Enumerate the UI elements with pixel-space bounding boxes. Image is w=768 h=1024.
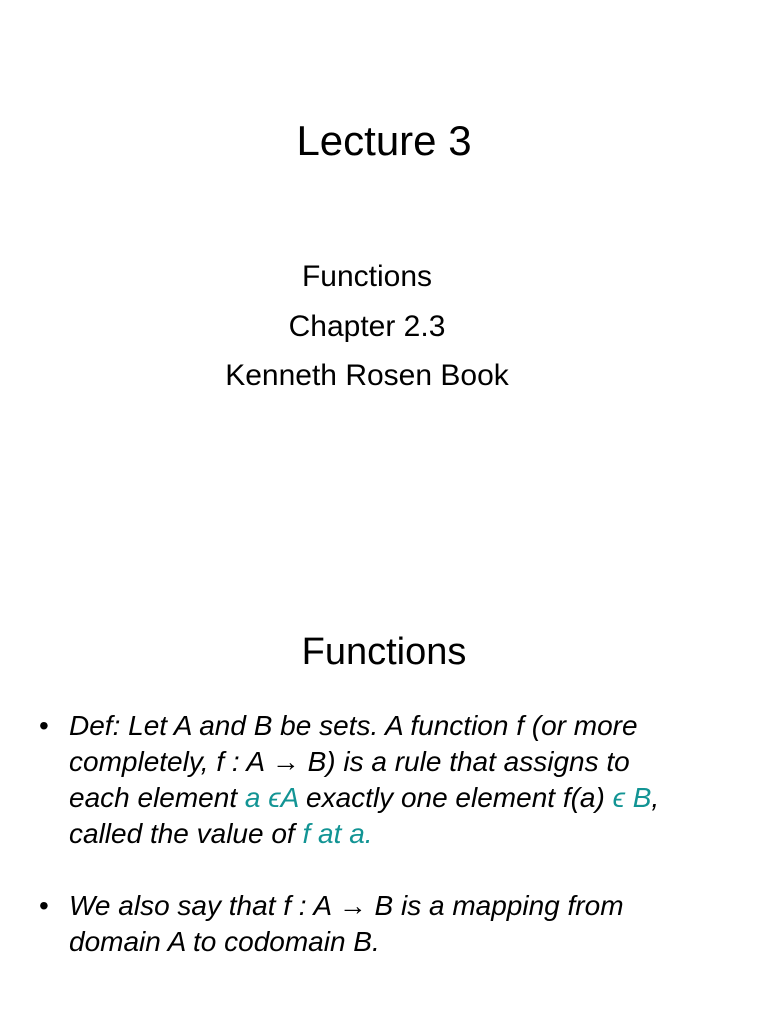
- section-title: Functions: [301, 631, 467, 673]
- text-run: domain A to codomain B.: [69, 926, 380, 957]
- text-run: We also say that f : A → B is a mapping from: [69, 890, 624, 921]
- text-line: [69, 888, 728, 924]
- text-run: called the value of: [69, 818, 303, 849]
- text-line: [69, 744, 728, 780]
- text-line: [69, 780, 728, 816]
- mapping-bullet: [0, 888, 768, 960]
- text-run: each element: [69, 782, 245, 813]
- text-run: completely, f : A → B) is a rule that assigns to: [69, 746, 630, 777]
- subtitle-block: [0, 252, 734, 401]
- bullet-list: [0, 708, 768, 960]
- bullet-marker: •: [39, 890, 49, 921]
- text-line: [69, 816, 728, 852]
- text-run: ,: [651, 782, 660, 813]
- functions-slide: [0, 512, 768, 1024]
- bullet-marker: •: [39, 710, 49, 741]
- text-run: exactly one element f(a): [298, 782, 613, 813]
- highlighted-term: f at a.: [302, 818, 373, 849]
- highlighted-term: a ϵA: [244, 782, 299, 813]
- text-line: [69, 708, 728, 744]
- text-run: Def: Let A and B be sets. A function f (or more: [69, 710, 638, 741]
- subtitle-topic: Functions: [301, 260, 433, 293]
- text-line: [69, 924, 728, 960]
- lecture-title: Lecture 3: [296, 117, 472, 164]
- definition-bullet: [0, 708, 768, 852]
- highlighted-term: ϵ B: [612, 782, 652, 813]
- subtitle-chapter: Chapter 2.3: [288, 309, 446, 343]
- subtitle-book: Kenneth Rosen Book: [225, 359, 509, 392]
